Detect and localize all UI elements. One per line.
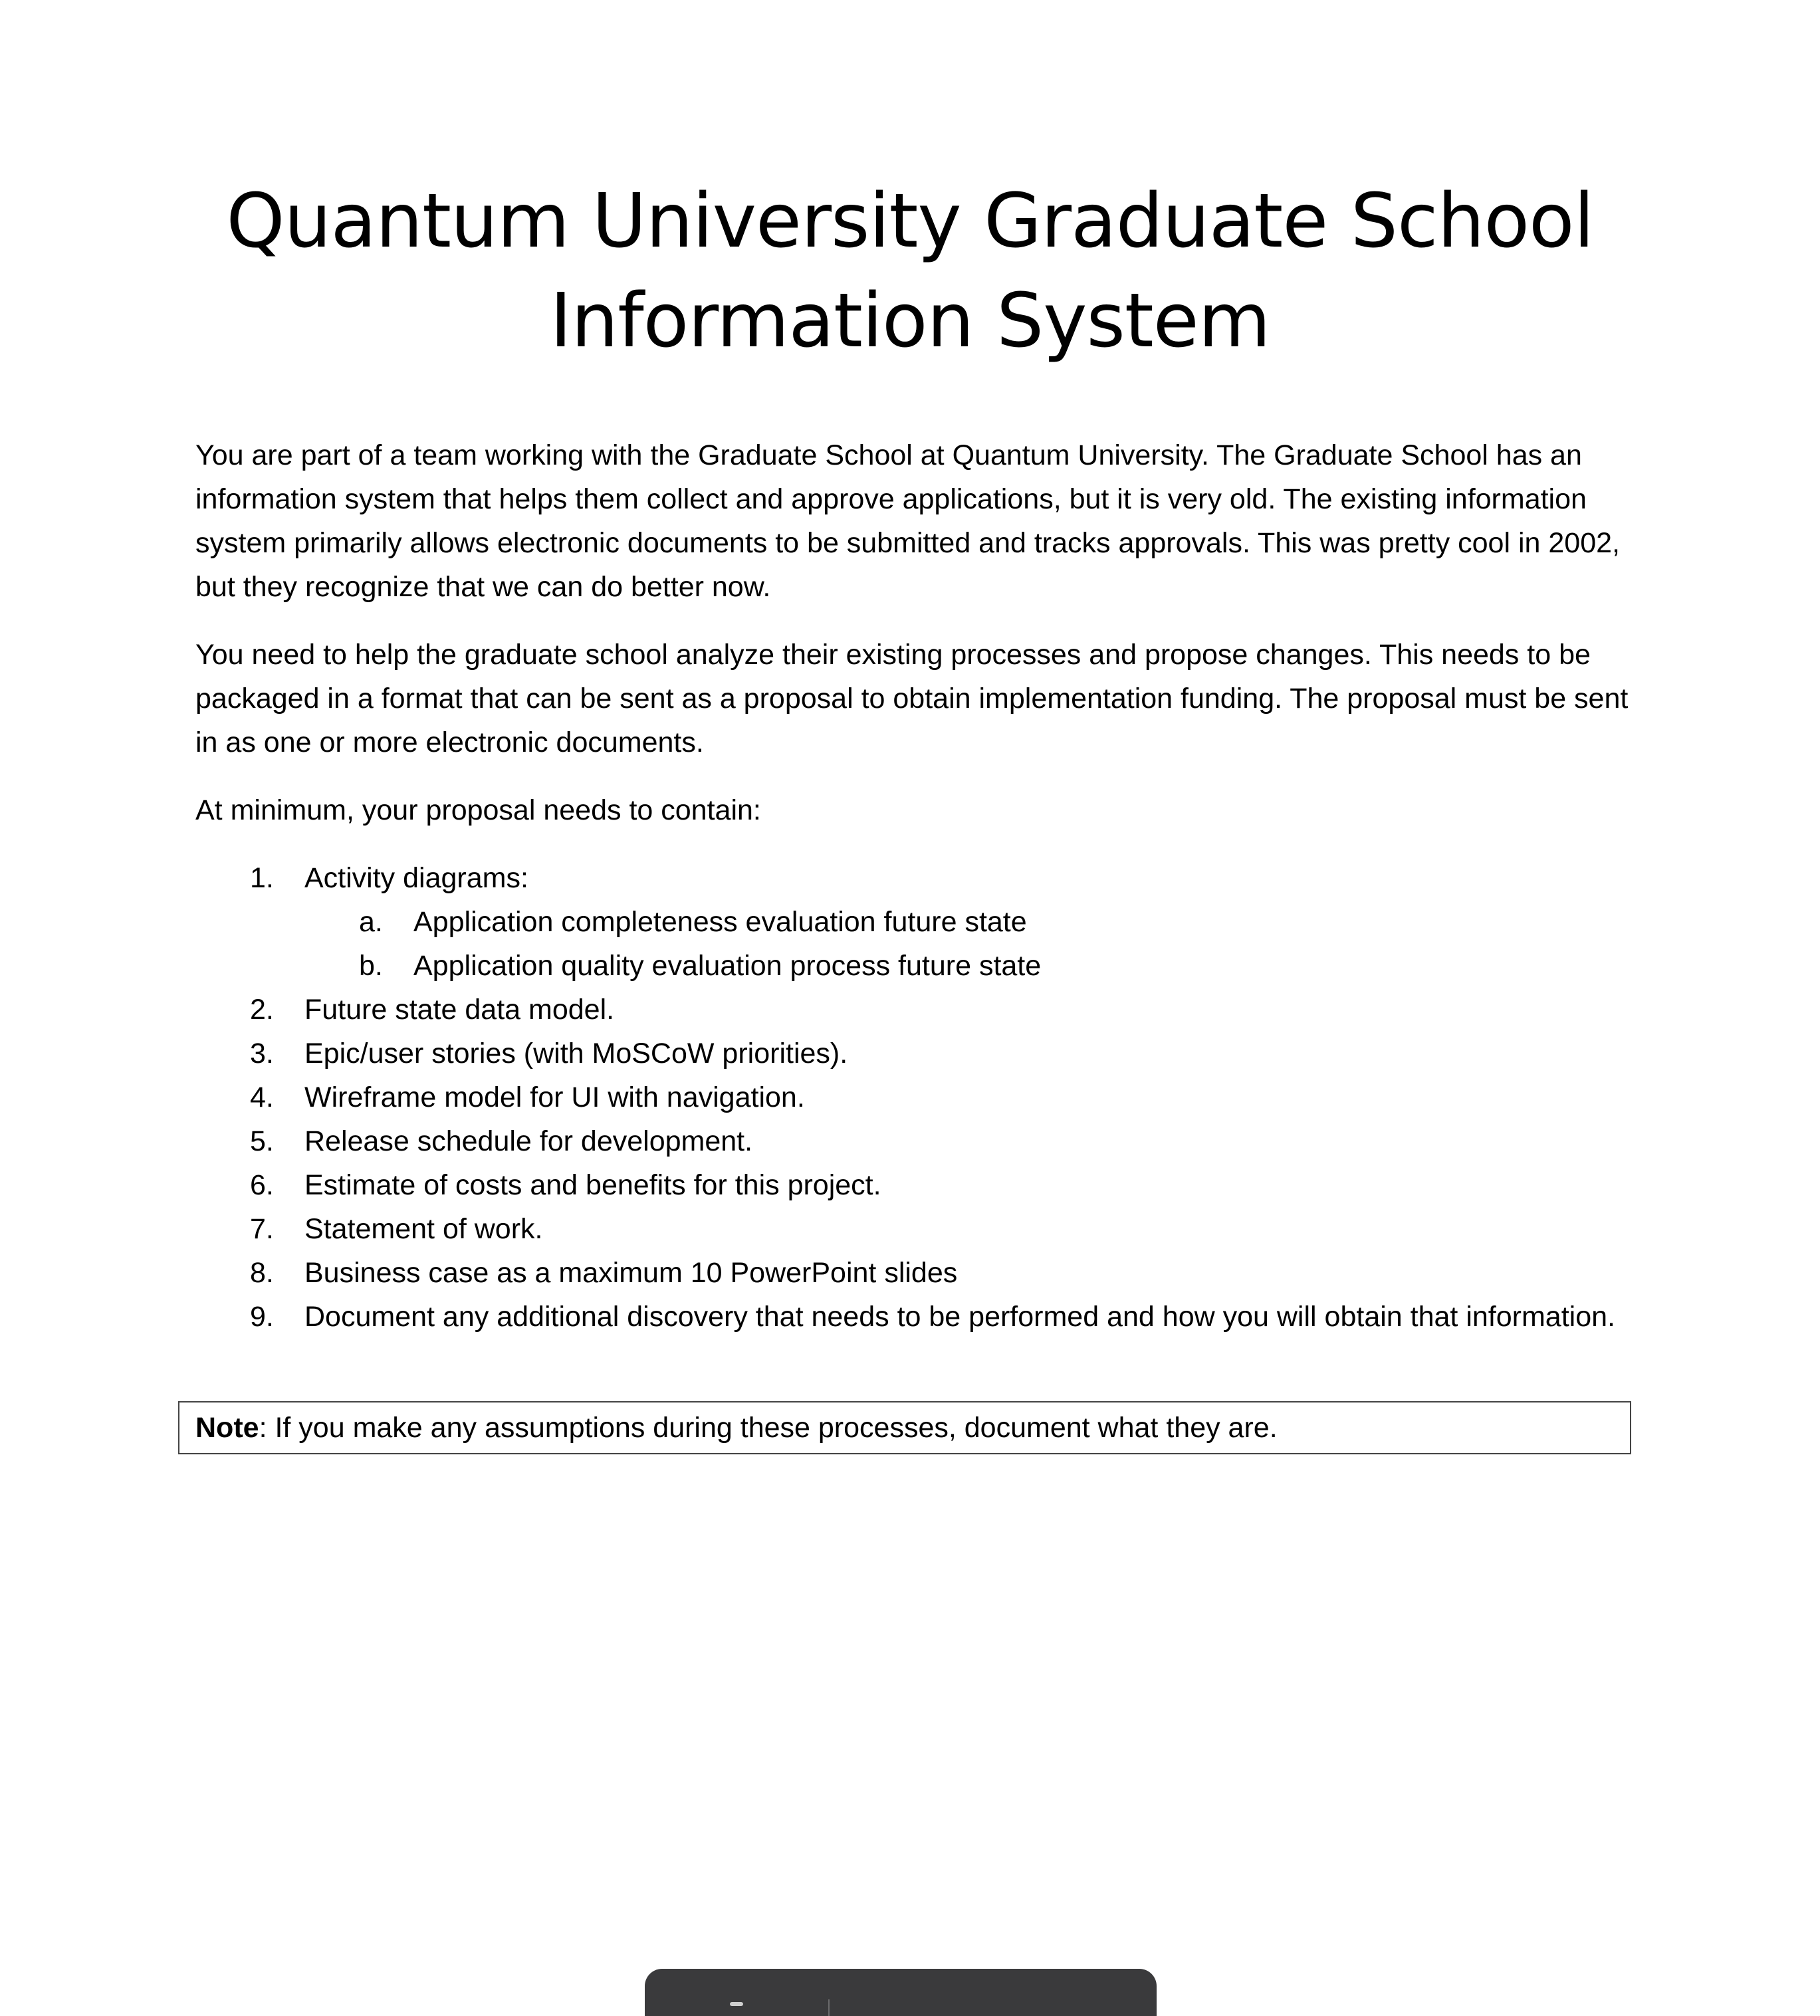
list-number: 3. xyxy=(250,1038,274,1069)
title-line-2: Information System xyxy=(550,278,1270,364)
viewer-toolbar[interactable] xyxy=(645,1969,1157,2016)
note-box xyxy=(178,1401,1631,1454)
list-item xyxy=(195,1251,1631,1295)
toolbar-divider xyxy=(828,1999,830,2016)
list-item-text: Wireframe model for UI with navigation. xyxy=(304,1081,805,1113)
list-number: 6. xyxy=(250,1169,274,1201)
title-line-1: Quantum University Graduate School xyxy=(226,178,1594,265)
document-body xyxy=(195,433,1631,1339)
list-item-text: Document any additional discovery that needs to be performed and how you will obtain that information. xyxy=(304,1301,1615,1333)
list-item xyxy=(195,1207,1631,1251)
list-item xyxy=(195,1295,1631,1339)
list-item xyxy=(195,1163,1631,1207)
list-item-text: Estimate of costs and benefits for this project. xyxy=(304,1169,881,1201)
list-item xyxy=(195,1119,1631,1163)
sub-list-item xyxy=(304,900,1631,944)
note-text: : If you make any assumptions during these processes, document what they are. xyxy=(259,1412,1278,1444)
list-number: 1. xyxy=(250,862,274,894)
sub-list-letter: b. xyxy=(359,950,383,982)
list-item xyxy=(195,856,1631,988)
note-label: Note xyxy=(195,1412,259,1444)
sub-list-letter: a. xyxy=(359,906,383,938)
list-number: 8. xyxy=(250,1257,274,1289)
minimum-paragraph: At minimum, your proposal needs to contain: xyxy=(195,794,761,826)
list-item xyxy=(195,988,1631,1032)
document-title xyxy=(0,171,1820,371)
list-item-text: Epic/user stories (with MoSCoW priorities). xyxy=(304,1038,848,1069)
list-number: 2. xyxy=(250,994,274,1026)
list-item-text: Release schedule for development. xyxy=(304,1125,753,1157)
list-number: 5. xyxy=(250,1125,274,1157)
list-item xyxy=(195,1075,1631,1119)
list-number: 7. xyxy=(250,1213,274,1245)
activity-diagrams-sublist xyxy=(304,900,1631,988)
sub-list-item xyxy=(304,944,1631,988)
toolbar-tool-icon[interactable] xyxy=(730,2002,743,2006)
requirements-list xyxy=(195,856,1631,1339)
list-number: 9. xyxy=(250,1301,274,1333)
sub-list-item-text: Application quality evaluation process future state xyxy=(413,950,1042,982)
list-item-text: Activity diagrams: xyxy=(304,862,528,894)
list-item-text: Business case as a maximum 10 PowerPoint slides xyxy=(304,1257,958,1289)
list-number: 4. xyxy=(250,1081,274,1113)
list-item xyxy=(195,1032,1631,1075)
list-item-text: Future state data model. xyxy=(304,994,615,1026)
list-item-text: Statement of work. xyxy=(304,1213,543,1245)
sub-list-item-text: Application completeness evaluation future state xyxy=(413,906,1027,938)
intro-paragraph: You are part of a team working with the Graduate School at Quantum University. The Graduate School has an information system that helps them collect and approve applications, but it is very old. The existing information system primarily allows electronic documents to be submitted and tracks approvals. This was pretty cool in 2002, but they recognize that we can do better now. xyxy=(195,439,1620,603)
task-paragraph: You need to help the graduate school analyze their existing processes and propose changes. This needs to be packaged in a format that can be sent as a proposal to obtain implementation funding. The proposal must be sent in as one or more electronic documents. xyxy=(195,639,1629,758)
